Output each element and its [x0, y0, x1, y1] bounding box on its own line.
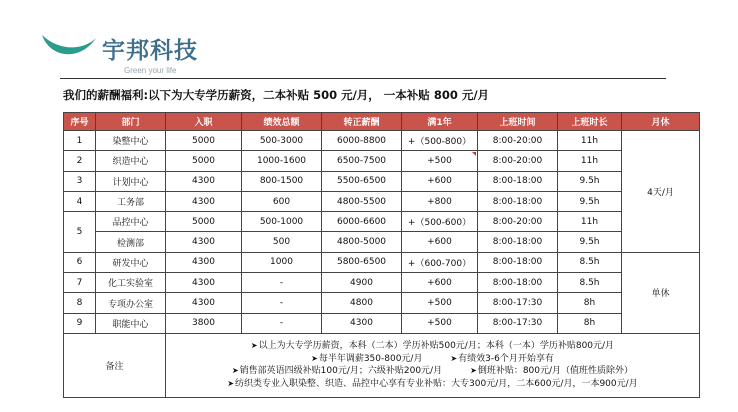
cell-time: 8:00-18:00 — [478, 171, 558, 191]
logo-leaf-icon — [40, 32, 98, 62]
table-row — [64, 212, 700, 232]
salary-table — [63, 112, 700, 398]
arrow-bullet-icon: ➤ — [250, 340, 258, 350]
notes-row — [64, 333, 700, 397]
cell-no: 3 — [64, 171, 96, 191]
cell-rest-group-1: 4天/月 — [622, 131, 700, 253]
note-line — [168, 340, 697, 353]
note-text: 倒班补贴：800元/月（值班性质除外） — [477, 366, 634, 377]
table-row — [64, 252, 700, 272]
cell-perf: 500-1000 — [242, 212, 322, 232]
cell-perf: 600 — [242, 191, 322, 211]
cell-year1: +（500-800） — [402, 131, 478, 151]
cell-time: 8:00-18:00 — [478, 273, 558, 293]
table-row — [64, 293, 700, 313]
cell-dept: 工务部 — [96, 191, 166, 211]
cell-entry: 4300 — [166, 273, 242, 293]
company-name: 宇邦科技 — [102, 38, 198, 64]
cell-hours: 9.5h — [558, 171, 622, 191]
cell-regular: 6500-7500 — [322, 151, 402, 171]
col-header-entry: 入职 — [166, 113, 242, 131]
company-logo — [40, 28, 250, 80]
cell-perf: - — [242, 313, 322, 333]
cell-perf: 1000-1600 — [242, 151, 322, 171]
cell-hours: 8h — [558, 293, 622, 313]
cell-year1: +800 — [402, 191, 478, 211]
cell-perf: 500 — [242, 232, 322, 252]
table-row — [64, 273, 700, 293]
col-header-rest: 月休 — [622, 113, 700, 131]
cell-time: 8:00-17:30 — [478, 293, 558, 313]
cell-regular: 4800-5500 — [322, 191, 402, 211]
arrow-bullet-icon: ➤ — [311, 353, 318, 363]
note-line — [168, 353, 697, 366]
cell-perf: - — [242, 293, 322, 313]
notes-label: 备注 — [64, 333, 166, 397]
cell-year1: +600 — [402, 232, 478, 252]
cell-perf: 1000 — [242, 252, 322, 272]
cell-entry: 4300 — [166, 191, 242, 211]
cell-year1: +500 — [402, 293, 478, 313]
cell-entry: 4300 — [166, 252, 242, 272]
cell-time: 8:00-20:00 — [478, 212, 558, 232]
cell-time: 8:00-18:00 — [478, 252, 558, 272]
cell-dept: 品控中心 — [96, 212, 166, 232]
col-header-regular: 转正薪酬 — [322, 113, 402, 131]
note-text: 以上为大专学历薪资，本科（二本）学历补贴500元/月；本科（一本）学历补贴800元/月 — [258, 340, 615, 351]
cell-perf: 800-1500 — [242, 171, 322, 191]
cell-rest-group-2: 单休 — [622, 252, 700, 333]
table-row — [64, 191, 700, 211]
table-row — [64, 151, 700, 171]
cell-hours: 11h — [558, 131, 622, 151]
cell-regular: 4900 — [322, 273, 402, 293]
cell-dept: 化工实验室 — [96, 273, 166, 293]
arrow-bullet-icon: ➤ — [231, 366, 239, 376]
cell-dept: 织造中心 — [96, 151, 166, 171]
cell-no: 4 — [64, 191, 96, 211]
cell-dept: 检测部 — [96, 232, 166, 252]
cell-dept: 职能中心 — [96, 313, 166, 333]
cell-regular: 6000-8800 — [322, 131, 402, 151]
note-text: 每半年调薪350-800元/月 — [318, 353, 423, 364]
table-row — [64, 313, 700, 333]
note-line — [168, 365, 697, 378]
cell-entry: 4300 — [166, 232, 242, 252]
cell-hours: 8h — [558, 313, 622, 333]
cell-dept: 染整中心 — [96, 131, 166, 151]
notes-cell — [166, 333, 700, 397]
cell-regular: 5800-6500 — [322, 252, 402, 272]
cell-time: 8:00-20:00 — [478, 131, 558, 151]
cell-year1: +（500-600） — [402, 212, 478, 232]
note-text: 有绩效3-6个月开始享有 — [458, 353, 554, 364]
cell-no: 7 — [64, 273, 96, 293]
cell-perf: 500-3000 — [242, 131, 322, 151]
cell-entry: 4300 — [166, 293, 242, 313]
col-header-time: 上班时间 — [478, 113, 558, 131]
cell-no: 9 — [64, 313, 96, 333]
cell-no: 6 — [64, 252, 96, 272]
company-tagline: Green your life — [124, 66, 177, 75]
cell-entry: 3800 — [166, 313, 242, 333]
comment-marker-icon — [472, 152, 476, 156]
cell-year1 — [402, 151, 478, 171]
table-row — [64, 131, 700, 151]
col-header-hours: 上班时长 — [558, 113, 622, 131]
cell-regular: 4300 — [322, 313, 402, 333]
cell-no: 8 — [64, 293, 96, 313]
note-text: 纺织类专业入职染整、织造、品控中心享有专业补贴：大专300元/月，二本600元/月，一本900元/月 — [235, 379, 638, 390]
cell-regular: 5500-6500 — [322, 171, 402, 191]
cell-time: 8:00-18:00 — [478, 191, 558, 211]
cell-entry: 5000 — [166, 212, 242, 232]
cell-year1-text: +500 — [427, 155, 452, 166]
salary-headline: 我们的薪酬福利:以下为大专学历薪资，二本补贴 500 元/月， 一本补贴 800 元/月 — [63, 88, 490, 102]
cell-entry: 5000 — [166, 131, 242, 151]
col-header-year1: 满1年 — [402, 113, 478, 131]
cell-dept: 专项办公室 — [96, 293, 166, 313]
arrow-bullet-icon: ➤ — [227, 379, 235, 389]
cell-entry: 4300 — [166, 171, 242, 191]
cell-hours: 11h — [558, 212, 622, 232]
note-line — [168, 378, 697, 391]
cell-dept: 研发中心 — [96, 252, 166, 272]
col-header-perf: 绩效总额 — [242, 113, 322, 131]
cell-perf: - — [242, 273, 322, 293]
cell-hours: 8.5h — [558, 252, 622, 272]
cell-time: 8:00-17:30 — [478, 313, 558, 333]
cell-time: 8:00-18:00 — [478, 232, 558, 252]
cell-hours: 11h — [558, 151, 622, 171]
table-row — [64, 232, 700, 252]
cell-regular: 4800-5000 — [322, 232, 402, 252]
cell-year1: +（600-700） — [402, 252, 478, 272]
cell-year1: +600 — [402, 171, 478, 191]
cell-year1: +500 — [402, 313, 478, 333]
cell-no: 1 — [64, 131, 96, 151]
table-header-row — [64, 113, 700, 131]
cell-hours: 8.5h — [558, 273, 622, 293]
col-header-dept: 部门 — [96, 113, 166, 131]
cell-year1: +600 — [402, 273, 478, 293]
arrow-bullet-icon: ➤ — [470, 366, 477, 376]
cell-regular: 6000-6600 — [322, 212, 402, 232]
header-divider — [60, 78, 666, 79]
col-header-no: 序号 — [64, 113, 96, 131]
cell-entry: 5000 — [166, 151, 242, 171]
note-text: 销售部英语四级补贴100元/月；六级补贴200元/月 — [239, 366, 443, 377]
cell-dept: 计划中心 — [96, 171, 166, 191]
cell-hours: 9.5h — [558, 191, 622, 211]
table-row — [64, 171, 700, 191]
cell-no: 5 — [64, 212, 96, 253]
cell-no: 2 — [64, 151, 96, 171]
cell-time: 8:00-20:00 — [478, 151, 558, 171]
arrow-bullet-icon: ➤ — [450, 353, 458, 363]
cell-regular: 4800 — [322, 293, 402, 313]
cell-hours: 9.5h — [558, 232, 622, 252]
